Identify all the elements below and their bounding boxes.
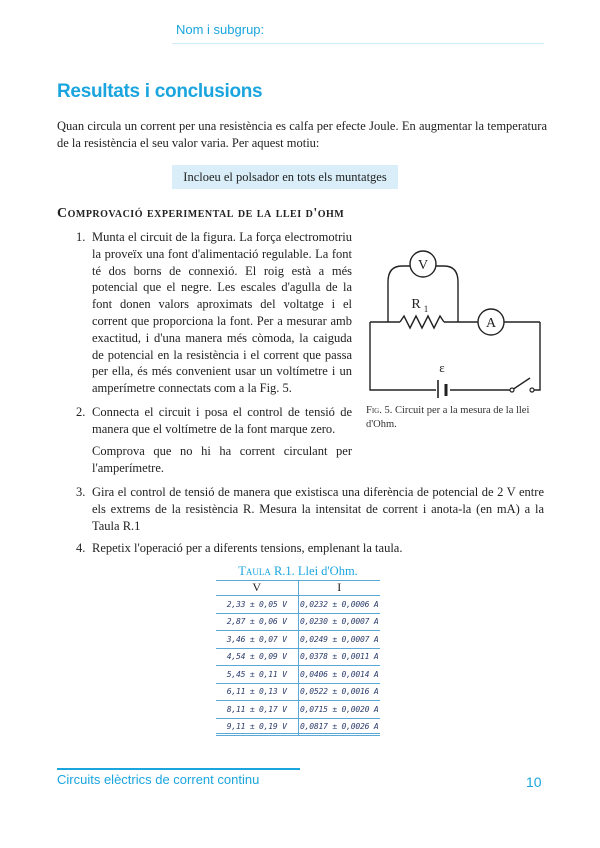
voltmeter-label: V [417, 258, 429, 273]
step-2-extra: Comprova que no hi ha corrent circulant per l'amperímetre. [92, 444, 352, 475]
figure-caption [366, 404, 548, 432]
table-title: Llei d'Ohm. [297, 564, 358, 578]
table-cell-i: 0,0230 ± 0,0007 A [298, 613, 380, 631]
note-box: Incloeu el polsador en tots els muntatges [172, 165, 398, 189]
table-row [216, 631, 380, 649]
table-cell-i: 0,0817 ± 0,0026 A [298, 718, 380, 736]
step-4-number: 4. [76, 541, 86, 555]
table-cell-v: 5,45 ± 0,11 V [216, 666, 298, 684]
table-cell-i: 0,0249 ± 0,0007 A [298, 631, 380, 649]
footer-title: Circuits elèctrics de corrent continu [57, 772, 260, 787]
table-cell-v: 3,46 ± 0,07 V [216, 631, 298, 649]
step-2-text: Connecta el circuit i posa el control de tensió de manera que el voltímetre de la font marque zero. [92, 405, 352, 436]
table-row [216, 613, 380, 631]
table-cell-v: 6,11 ± 0,13 V [216, 683, 298, 701]
table-row [216, 596, 380, 614]
table-header-i: I [298, 580, 380, 596]
subsection-title: Comprovació experimental de la llei d'ohm [57, 206, 345, 221]
table-row [216, 701, 380, 719]
ammeter-label: A [485, 316, 497, 331]
table-cell-v: 9,11 ± 0,19 V [216, 718, 298, 736]
page-number: 10 [526, 774, 542, 790]
table-cell-v: 2,87 ± 0,06 V [216, 613, 298, 631]
table-header-v: V [216, 580, 298, 596]
step-2-number: 2. [76, 405, 86, 419]
step-3-text: Gira el control de tensió de manera que existisca una diferència de potencial de 2 V entre els extrems de la resistència R. Mesura la intensitat de corrent i anota-la (en mA) a la Taula R.1 [92, 485, 544, 533]
table-cell-v: 2,33 ± 0,05 V [216, 596, 298, 614]
table-row [216, 683, 380, 701]
section-title: Resultats i conclusions [57, 81, 263, 102]
figure-caption-text: Circuit per a la mesura de la llei d'Ohm. [366, 405, 530, 430]
table-row [216, 666, 380, 684]
figure-label: Fig. 5. [366, 405, 393, 416]
resistor-subscript: 1 [423, 304, 429, 314]
step-4-text: Repetix l'operació per a diferents tensions, emplenant la taula. [92, 541, 403, 555]
step-3-number: 3. [76, 485, 86, 499]
table-cell-i: 0,0406 ± 0,0014 A [298, 666, 380, 684]
header-underline [172, 43, 544, 44]
ohm-law-table [216, 580, 380, 736]
table-cell-i: 0,0232 ± 0,0006 A [298, 596, 380, 614]
table-row [216, 648, 380, 666]
footer-rule [57, 768, 300, 770]
table-label: Taula R.1. [238, 564, 295, 578]
header-label: Nom i subgrup: [176, 22, 265, 37]
table-cell-v: 4,54 ± 0,09 V [216, 648, 298, 666]
resistor-label: R [411, 297, 421, 312]
emf-label: ε [439, 360, 445, 375]
table-row [216, 718, 380, 736]
circuit-diagram [360, 238, 550, 398]
table-cell-i: 0,0378 ± 0,0011 A [298, 648, 380, 666]
table-cell-i: 0,0522 ± 0,0016 A [298, 683, 380, 701]
step-1-text: Munta el circuit de la figura. La força electromotriu la proveïx una font d'alimentació regulable. La font té dos borns de connexió. El roig està a més potencial que el negre. Les escales d'agulla de la font donen valors aproximats del voltatge i el corrent que proporciona la font. Per a mesurar amb exactitud, i d'una manera més còmoda, la caiguda de potencial en la resistència i el corrent que passa per ella, és més convenient usar un voltímetre i un amperímetre connectats com a la Fig. 5. [92, 230, 352, 396]
table-cell-v: 8,11 ± 0,17 V [216, 701, 298, 719]
step-1-number: 1. [76, 230, 86, 244]
table-cell-i: 0,0715 ± 0,0020 A [298, 701, 380, 719]
table-caption [216, 564, 380, 579]
intro-paragraph: Quan circula un corrent per una resistència es calfa per efecte Joule. En augmentar la temperatura de la resistència el seu valor varia. Per aquest motiu: [57, 119, 547, 150]
